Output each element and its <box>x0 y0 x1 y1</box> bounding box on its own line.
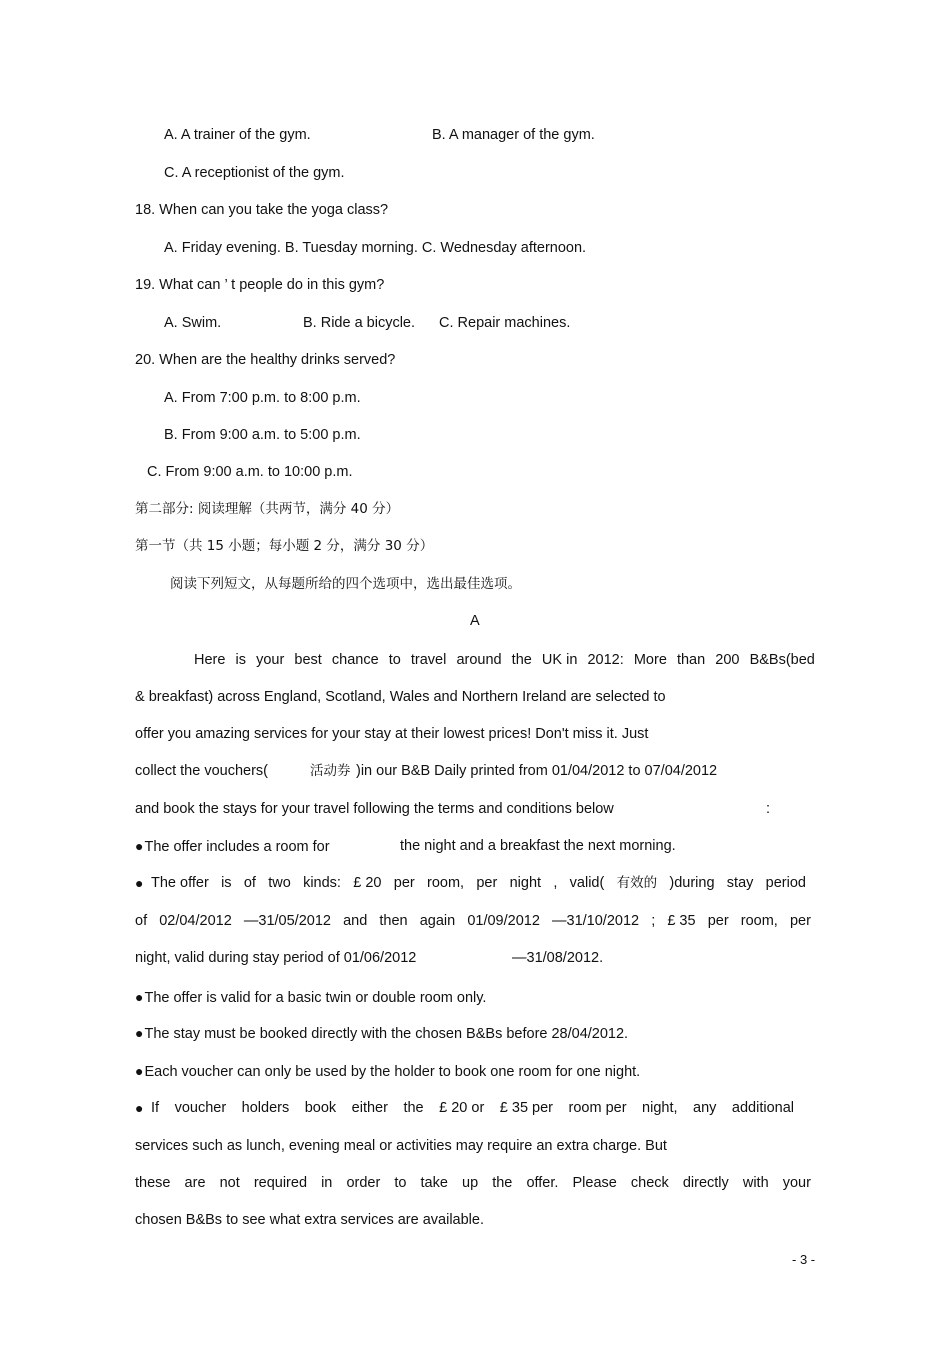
word: offer. <box>526 1175 559 1191</box>
word: night, <box>642 1100 678 1116</box>
word: book <box>304 1100 337 1116</box>
bullet-symbol: ● <box>135 1100 144 1116</box>
word: in <box>321 1175 333 1191</box>
bullet-4-text: The stay must be booked directly with the chosen B&Bs before 28/04/2012. <box>144 1026 629 1042</box>
word: to <box>388 652 401 668</box>
q18-question: 18. When can you take the yoga class? <box>135 202 389 218</box>
word: )during <box>669 875 715 891</box>
word: £ 35 <box>667 913 696 929</box>
word: night <box>509 875 542 891</box>
word: up <box>462 1175 479 1191</box>
word: stay <box>726 875 754 891</box>
word: 01/09/2012 <box>467 913 540 929</box>
word: If <box>151 1100 160 1116</box>
word: of <box>135 913 148 929</box>
q19-option-a: A. Swim. <box>164 315 222 331</box>
word: ; <box>651 913 656 929</box>
word: are <box>184 1175 206 1191</box>
word: Here <box>194 652 226 668</box>
word: room, <box>740 913 778 929</box>
bullet-item-2-line-1 <box>151 874 806 892</box>
word: per <box>393 875 415 891</box>
word: valid( <box>569 875 605 891</box>
word: check <box>630 1175 669 1191</box>
bullet-symbol: ● <box>135 875 144 891</box>
word: The offer <box>151 875 209 891</box>
word: room, <box>427 875 465 891</box>
word: UK in <box>541 652 578 668</box>
word: with <box>742 1175 769 1191</box>
bullet-5-text: Each voucher can only be used by the holder to book one room for one night. <box>144 1064 641 1080</box>
word: kinds: <box>303 875 341 891</box>
word: your <box>782 1175 811 1191</box>
bullet-item-5 <box>135 1062 640 1081</box>
word: these <box>135 1175 171 1191</box>
passage-line-1 <box>194 651 815 669</box>
passage-line-4c: )in our B&B Daily printed from 01/04/2012 to 07/04/2012 <box>356 763 718 779</box>
bullet-item-6-line-1 <box>151 1099 794 1117</box>
word: of <box>243 875 256 891</box>
word: and <box>343 913 368 929</box>
word: two <box>268 875 291 891</box>
bullet-6-line-2: services such as lunch, evening meal or activities may require an extra charge. But <box>135 1138 667 1154</box>
passage-line-3: offer you amazing services for your stay at their lowest prices! Don't miss it. Just <box>135 726 649 742</box>
passage-line-5b: : <box>766 801 771 817</box>
word: directly <box>682 1175 729 1191</box>
bullet-symbol: ● <box>135 1025 144 1041</box>
word: period <box>765 875 806 891</box>
word: around <box>456 652 502 668</box>
word: again <box>419 913 456 929</box>
word: the <box>511 652 532 668</box>
word: then <box>379 913 408 929</box>
q19-option-b: B. Ride a bicycle. <box>303 315 416 331</box>
word: £ 20 or <box>439 1100 485 1116</box>
q18-options: A. Friday evening. B. Tuesday morning. C. Wednesday afternoon. <box>164 240 587 256</box>
word: is <box>235 652 246 668</box>
bullet-2-symbol <box>135 874 144 893</box>
q20-option-b: B. From 9:00 a.m. to 5:00 p.m. <box>164 427 361 443</box>
word: Please <box>572 1175 617 1191</box>
word: —31/10/2012 <box>552 913 640 929</box>
q19-question: 19. What can ’ t people do in this gym? <box>135 277 385 293</box>
bullet-item-4 <box>135 1024 628 1043</box>
word: —31/05/2012 <box>243 913 331 929</box>
q20-question: 20. When are the healthy drinks served? <box>135 352 396 368</box>
bullet-item-3 <box>135 988 486 1007</box>
bullet-3-text: The offer is valid for a basic twin or double room only. <box>144 990 487 1006</box>
word: required <box>253 1175 308 1191</box>
word: £ 20 <box>353 875 382 891</box>
bullet-item-2-line-2 <box>135 912 811 930</box>
word: 有效的 <box>616 875 658 891</box>
passage-line-4a: collect the vouchers( <box>135 763 268 779</box>
q19-option-c: C. Repair machines. <box>439 315 571 331</box>
word: is <box>221 875 232 891</box>
word: per <box>476 875 498 891</box>
word: additional <box>731 1100 794 1116</box>
word: best <box>294 652 322 668</box>
word: the <box>492 1175 513 1191</box>
bullet-6-line-4: chosen B&Bs to see what extra services are available. <box>135 1212 484 1228</box>
section-heading-part2: 第二部分: 阅读理解（共两节，满分 40 分） <box>135 501 400 517</box>
word: room per <box>568 1100 627 1116</box>
bullet-1-text-a: The offer includes a room for <box>144 839 330 855</box>
word: , <box>553 875 558 891</box>
word: the <box>403 1100 424 1116</box>
word: your <box>256 652 285 668</box>
q17-option-c: C. A receptionist of the gym. <box>164 165 345 181</box>
word: holders <box>241 1100 290 1116</box>
passage-line-2: & breakfast) across England, Scotland, Wales and Northern Ireland are selected to <box>135 689 666 705</box>
bullet-1-text-b: the night and a breakfast the next morning. <box>400 838 676 854</box>
word: any <box>693 1100 717 1116</box>
passage-line-5a: and book the stays for your travel following the terms and conditions below <box>135 801 614 817</box>
word: 2012: <box>587 652 624 668</box>
q17-option-b: B. A manager of the gym. <box>432 127 595 143</box>
bullet-2-line-3b: —31/08/2012. <box>512 950 604 966</box>
q20-option-c: C. From 9:00 a.m. to 10:00 p.m. <box>147 464 353 480</box>
bullet-item-1 <box>135 837 330 856</box>
word: per <box>707 913 729 929</box>
word: chance <box>331 652 379 668</box>
section-instruction: 阅读下列短文，从每题所给的四个选项中，选出最佳选项。 <box>170 576 521 592</box>
word: voucher <box>174 1100 227 1116</box>
bullet-symbol: ● <box>135 1063 144 1079</box>
word: 200 <box>715 652 740 668</box>
word: either <box>351 1100 388 1116</box>
passage-label: A <box>470 613 480 629</box>
word: take <box>420 1175 448 1191</box>
word: More <box>633 652 667 668</box>
q20-option-a: A. From 7:00 p.m. to 8:00 p.m. <box>164 390 361 406</box>
word: £ 35 per <box>499 1100 553 1116</box>
bullet-symbol: ● <box>135 989 144 1005</box>
q17-option-a: A. A trainer of the gym. <box>164 127 311 143</box>
passage-line-4b: 活动券 <box>310 763 351 779</box>
section-heading-sub1: 第一节（共 15 小题；每小题 2 分，满分 30 分） <box>135 538 434 554</box>
bullet-6-symbol <box>135 1099 144 1118</box>
word: B&Bs(bed <box>749 652 815 668</box>
word: per <box>789 913 811 929</box>
word: to <box>394 1175 407 1191</box>
word: than <box>676 652 706 668</box>
page-number: - 3 - <box>792 1252 816 1267</box>
word: 02/04/2012 <box>159 913 232 929</box>
word: not <box>219 1175 240 1191</box>
word: travel <box>410 652 447 668</box>
bullet-item-6-line-3 <box>135 1174 811 1192</box>
bullet-symbol: ● <box>135 838 144 854</box>
word: order <box>346 1175 381 1191</box>
bullet-2-line-3a: night, valid during stay period of 01/06/2012 <box>135 950 417 966</box>
